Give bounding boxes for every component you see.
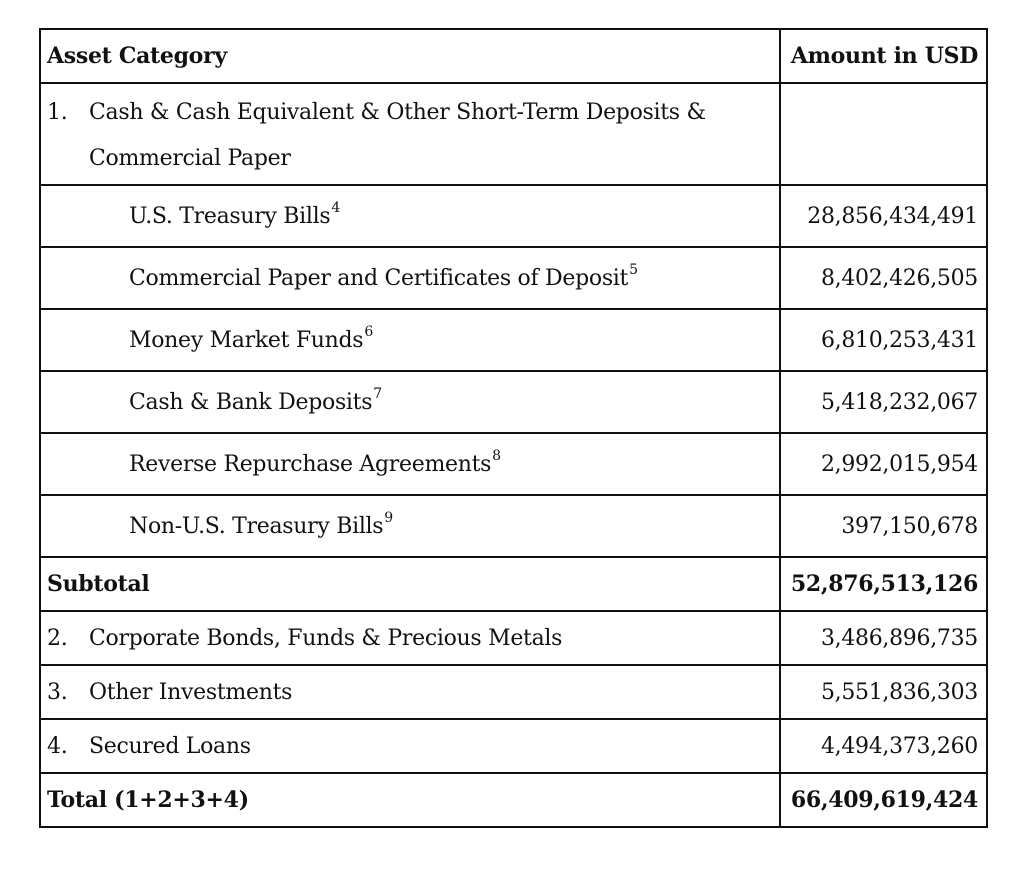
category-label-cell xyxy=(40,611,780,665)
header-row xyxy=(40,29,987,83)
section1-row xyxy=(40,83,987,185)
category-number: 4. xyxy=(47,733,68,759)
item-amount: 6,810,253,431 xyxy=(780,309,987,371)
footnote-marker: 9 xyxy=(384,509,393,526)
subtotal-row xyxy=(40,557,987,611)
subtotal-label: Subtotal xyxy=(40,557,780,611)
item-label: Cash & Bank Deposits xyxy=(129,389,373,415)
footnote-marker: 7 xyxy=(373,385,382,402)
item-amount: 28,856,434,491 xyxy=(780,185,987,247)
category-label-cell xyxy=(40,665,780,719)
footnote-marker: 5 xyxy=(629,261,638,278)
section1-amount xyxy=(780,83,987,185)
total-row xyxy=(40,773,987,827)
item-amount: 397,150,678 xyxy=(780,495,987,557)
item-label-cell xyxy=(40,185,780,247)
footnote-marker: 4 xyxy=(331,199,340,216)
section1-cell xyxy=(40,83,780,185)
category-label-cell xyxy=(40,719,780,773)
item-label: Non-U.S. Treasury Bills xyxy=(129,513,384,539)
item-label: Reverse Repurchase Agreements xyxy=(129,451,492,477)
total-label: Total (1+2+3+4) xyxy=(40,773,780,827)
category-amount: 4,494,373,260 xyxy=(780,719,987,773)
table-row xyxy=(40,719,987,773)
footnote-marker: 6 xyxy=(364,323,373,340)
category-number: 2. xyxy=(47,625,68,651)
item-label-cell xyxy=(40,433,780,495)
table-row xyxy=(40,185,987,247)
category-amount: 5,551,836,303 xyxy=(780,665,987,719)
table-row xyxy=(40,371,987,433)
header-category: Asset Category xyxy=(40,29,780,83)
item-amount: 2,992,015,954 xyxy=(780,433,987,495)
table-row xyxy=(40,247,987,309)
category-amount: 3,486,896,735 xyxy=(780,611,987,665)
item-amount: 8,402,426,505 xyxy=(780,247,987,309)
item-amount: 5,418,232,067 xyxy=(780,371,987,433)
header-amount: Amount in USD xyxy=(780,29,987,83)
section1-number: 1. xyxy=(47,100,68,125)
item-label: U.S. Treasury Bills xyxy=(129,203,331,229)
footnote-marker: 8 xyxy=(492,447,501,464)
category-number: 3. xyxy=(47,679,68,705)
item-label-cell xyxy=(40,247,780,309)
table-row xyxy=(40,665,987,719)
total-amount: 66,409,619,424 xyxy=(780,773,987,827)
table-row xyxy=(40,495,987,557)
category-label: Corporate Bonds, Funds & Precious Metals xyxy=(89,625,563,651)
item-label-cell xyxy=(40,495,780,557)
asset-table xyxy=(39,28,988,828)
item-label-cell xyxy=(40,371,780,433)
category-label: Secured Loans xyxy=(89,733,251,759)
subtotal-amount: 52,876,513,126 xyxy=(780,557,987,611)
item-label-cell xyxy=(40,309,780,371)
category-label: Other Investments xyxy=(89,679,293,705)
table-row xyxy=(40,433,987,495)
item-label: Commercial Paper and Certificates of Deposit xyxy=(129,265,629,291)
item-label: Money Market Funds xyxy=(129,327,364,353)
table-row xyxy=(40,309,987,371)
table-row xyxy=(40,611,987,665)
section1-label: Cash & Cash Equivalent & Other Short-Term Deposits & Commercial Paper xyxy=(89,100,706,171)
